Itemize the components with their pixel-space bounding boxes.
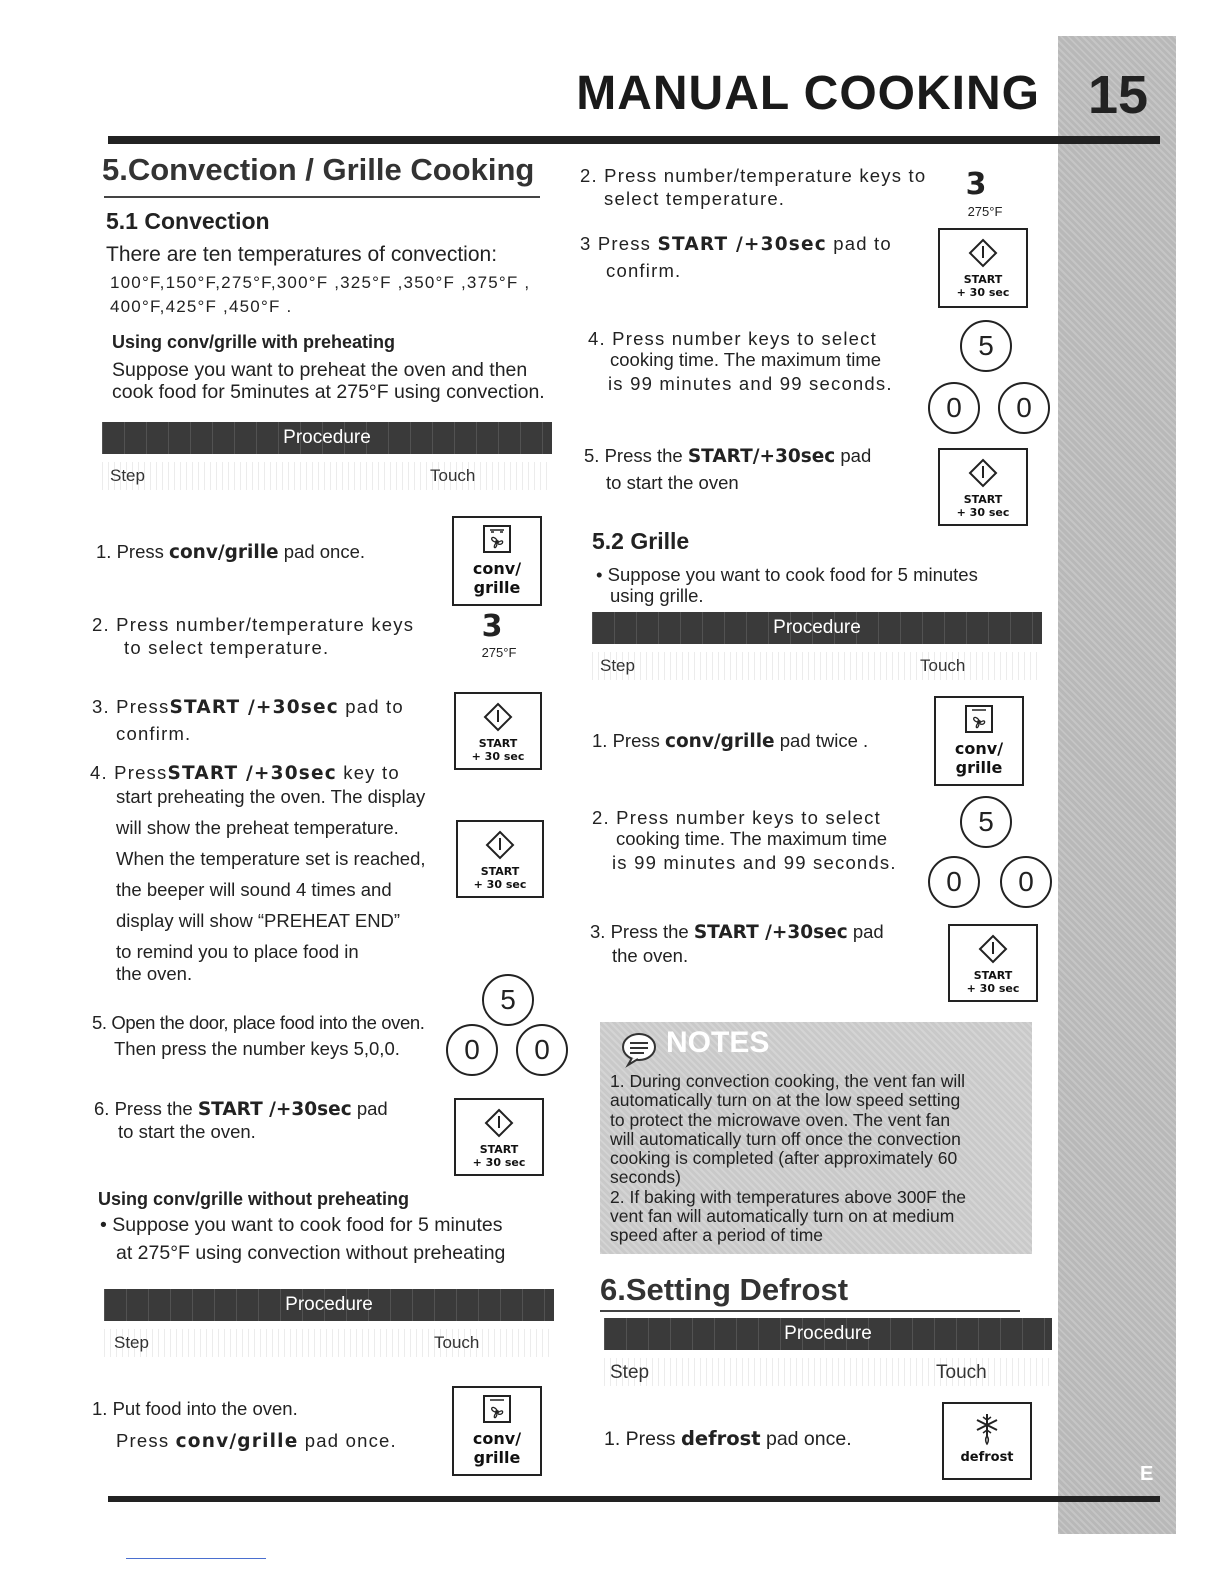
conv-label-2: grille xyxy=(473,1448,521,1467)
right-step-2-l1: 2. Press number/temperature keys to xyxy=(580,165,927,186)
start-key[interactable] xyxy=(456,820,544,898)
section-5-title: 5.Convection / Grille Cooking xyxy=(102,152,535,187)
number-key-5[interactable]: 5 xyxy=(960,320,1012,372)
preheat-heading: Using conv/grille with preheating xyxy=(112,332,396,352)
note-1-line: cooking is completed (after approximately 60 xyxy=(610,1148,958,1169)
temp-key-3[interactable]: 3 xyxy=(965,167,987,202)
procedure-bar: Procedure xyxy=(104,1289,554,1321)
conv-label-2: grille xyxy=(955,758,1003,777)
procedure-bar: Procedure xyxy=(592,612,1042,644)
left-step-1: 1. Press conv/grille pad once. xyxy=(96,541,366,563)
temp-unit: 275°F xyxy=(967,204,1003,219)
defrost-step-1: 1. Press defrost pad once. xyxy=(604,1427,852,1450)
start-label-1: START xyxy=(973,969,1013,982)
start-key[interactable] xyxy=(938,228,1028,308)
start-icon xyxy=(968,458,998,488)
start-label-2: + 30 sec xyxy=(473,878,527,891)
temp-key-3[interactable]: 3 xyxy=(481,609,503,644)
number-key-5[interactable]: 5 xyxy=(960,796,1012,848)
number-key-0[interactable]: 0 xyxy=(516,1024,568,1076)
conv-grille-key[interactable] xyxy=(452,516,542,606)
start-label-1: START xyxy=(479,1143,519,1156)
start-label-2: + 30 sec xyxy=(471,750,525,763)
temps-line-2: 400°F,425°F ,450°F . xyxy=(110,297,293,316)
start-label-1: START xyxy=(480,865,520,878)
section-5-rule xyxy=(104,196,540,198)
number-key-0[interactable]: 0 xyxy=(1000,856,1052,908)
left-step-4-l5: the beeper will sound 4 times and xyxy=(116,879,392,900)
start-icon xyxy=(968,238,998,268)
note-1-line: will automatically turn off once the convection xyxy=(610,1128,961,1149)
preheat-desc-1: Suppose you want to preheat the oven and then xyxy=(112,359,528,381)
grille-step-3: 3. Press the START /+30sec pad xyxy=(590,921,884,943)
section-6-title: 6.Setting Defrost xyxy=(600,1272,849,1307)
start-label-1: START xyxy=(963,273,1003,286)
section-6-rule xyxy=(600,1310,1020,1312)
note-1-line: seconds) xyxy=(610,1167,682,1188)
preheat-desc-2: cook food for 5minutes at 275°F using convection. xyxy=(112,381,545,403)
notes-title: NOTES xyxy=(666,1026,770,1059)
left-step-4-l8: the oven. xyxy=(116,963,193,984)
touch-label: Touch xyxy=(430,466,476,485)
start-icon xyxy=(484,1108,514,1138)
number-key-0[interactable]: 0 xyxy=(928,382,980,434)
no-preheat-step-1-l1: 1. Put food into the oven. xyxy=(92,1398,298,1419)
step-touch-row xyxy=(102,462,552,490)
convection-intro: There are ten temperatures of convection: xyxy=(106,243,498,266)
note-2-line: speed after a period of time xyxy=(610,1225,824,1246)
defrost-label: defrost xyxy=(960,1450,1014,1465)
start-icon xyxy=(483,702,513,732)
start-key[interactable] xyxy=(948,924,1038,1002)
right-step-2-l2: select temperature. xyxy=(604,188,786,209)
grille-step-1: 1. Press conv/grille pad twice . xyxy=(592,730,869,752)
grille-step-3-l2: the oven. xyxy=(612,945,689,966)
step-label: Step xyxy=(600,656,635,675)
start-key[interactable] xyxy=(454,1098,544,1176)
section-5-2-title: 5.2 Grille xyxy=(592,528,690,554)
step-touch-row xyxy=(104,1329,554,1357)
no-preheat-step-1-l2: Press conv/grille pad once. xyxy=(116,1430,397,1452)
left-step-3-l2: confirm. xyxy=(116,723,192,744)
left-step-2-l1: 2. Press number/temperature keys xyxy=(92,614,415,635)
right-step-5-l2: to start the oven xyxy=(606,472,739,493)
notes-box xyxy=(600,1022,1032,1254)
procedure-bar: Procedure xyxy=(604,1318,1052,1350)
note-1-line: automatically turn on at the low speed setting xyxy=(610,1090,961,1111)
left-step-6-l2: to start the oven. xyxy=(118,1121,256,1142)
grille-step-2-l2: cooking time. The maximum time xyxy=(616,828,888,849)
left-step-6: 6. Press the START /+30sec pad xyxy=(94,1098,388,1120)
conv-label-2: grille xyxy=(473,578,521,597)
left-step-4-l4: When the temperature set is reached, xyxy=(116,848,426,869)
touch-label: Touch xyxy=(920,656,966,675)
right-step-3: 3 Press START /+30sec pad to xyxy=(580,233,892,255)
note-1-line: to protect the microwave oven. The vent fan xyxy=(610,1109,951,1130)
left-step-4-l2: start preheating the oven. The display xyxy=(116,786,426,807)
step-touch-row xyxy=(592,652,1042,680)
left-step-2-l2: to select temperature. xyxy=(124,637,330,658)
number-key-0[interactable]: 0 xyxy=(928,856,980,908)
defrost-key[interactable] xyxy=(942,1402,1032,1480)
number-key-0[interactable]: 0 xyxy=(446,1024,498,1076)
no-preheat-heading: Using conv/grille without preheating xyxy=(98,1189,410,1209)
page-title: MANUAL COOKING xyxy=(576,67,1040,120)
snowflake-icon xyxy=(972,1412,1002,1446)
grille-step-2-l3: is 99 minutes and 99 seconds. xyxy=(612,852,897,873)
grille-bullet-l2: using grille. xyxy=(610,585,704,606)
left-step-4-l7: to remind you to place food in xyxy=(116,941,359,962)
note-icon xyxy=(620,1030,658,1068)
conv-grille-key[interactable] xyxy=(452,1386,542,1476)
top-rule xyxy=(108,136,1160,144)
right-step-5: 5. Press the START/+30sec pad xyxy=(584,445,872,467)
step-touch-row xyxy=(604,1358,1052,1386)
start-key[interactable] xyxy=(938,448,1028,526)
start-label-2: + 30 sec xyxy=(956,286,1010,299)
left-step-5-l2: Then press the number keys 5,0,0. xyxy=(114,1038,400,1059)
fan-icon xyxy=(482,1394,512,1424)
start-label-2: + 30 sec xyxy=(956,506,1010,519)
note-2-line: vent fan will automatically turn on at medium xyxy=(610,1206,955,1227)
number-key-0[interactable]: 0 xyxy=(998,382,1050,434)
procedure-bar: Procedure xyxy=(102,422,552,454)
no-preheat-l1: • Suppose you want to cook food for 5 minutes xyxy=(100,1214,503,1236)
start-icon xyxy=(978,934,1008,964)
start-label-2: + 30 sec xyxy=(966,982,1020,995)
no-preheat-l2: at 275°F using convection without preheating xyxy=(116,1242,506,1264)
note-2-line: 2. If baking with temperatures above 300F the xyxy=(610,1186,967,1207)
start-key[interactable] xyxy=(454,692,542,770)
left-step-3: 3. PressSTART /+30sec pad to xyxy=(92,696,404,718)
grille-step-2-l1: 2. Press number keys to select xyxy=(592,807,881,828)
fan-icon xyxy=(964,704,994,734)
grille-bullet-l1: • Suppose you want to cook food for 5 minutes xyxy=(596,564,978,585)
right-step-3-l2: confirm. xyxy=(606,260,682,281)
footer-link-line xyxy=(126,1558,266,1559)
right-step-4-l1: 4. Press number keys to select xyxy=(588,328,877,349)
left-step-4-l6: display will show “PREHEAT END” xyxy=(116,910,401,931)
step-label: Step xyxy=(114,1333,149,1352)
temp-unit: 275°F xyxy=(481,645,517,660)
section-5-1-title: 5.1 Convection xyxy=(106,208,270,234)
step-label: Step xyxy=(610,1362,650,1383)
sidebar-band xyxy=(1058,36,1176,1534)
left-step-4-l3: will show the preheat temperature. xyxy=(116,817,399,838)
conv-label-1: conv/ xyxy=(472,1429,522,1448)
conv-grille-key[interactable] xyxy=(934,696,1024,786)
number-key-5[interactable]: 5 xyxy=(482,974,534,1026)
left-step-4: 4. PressSTART /+30sec key to xyxy=(90,762,400,784)
start-label-2: + 30 sec xyxy=(472,1156,526,1169)
fan-icon xyxy=(482,524,512,554)
conv-label-1: conv/ xyxy=(472,559,522,578)
left-step-5-l1: 5. Open the door, place food into the oven. xyxy=(92,1012,425,1033)
temps-line-1: 100°F,150°F,275°F,300°F ,325°F ,350°F ,375°F , xyxy=(110,273,531,292)
page-number: 15 xyxy=(1087,65,1149,125)
step-label: Step xyxy=(110,466,145,485)
language-letter: E xyxy=(1140,1463,1154,1485)
note-1-line: 1. During convection cooking, the vent fan will xyxy=(610,1071,966,1091)
start-icon xyxy=(485,830,515,860)
conv-label-1: conv/ xyxy=(954,739,1004,758)
touch-label: Touch xyxy=(434,1333,480,1352)
touch-label: Touch xyxy=(936,1362,987,1383)
notes-body xyxy=(610,1072,1030,1246)
right-step-4-l3: is 99 minutes and 99 seconds. xyxy=(608,373,893,394)
right-step-4-l2: cooking time. The maximum time xyxy=(610,349,882,370)
start-label-1: START xyxy=(963,493,1003,506)
bottom-rule xyxy=(108,1496,1160,1502)
start-label-1: START xyxy=(478,737,518,750)
